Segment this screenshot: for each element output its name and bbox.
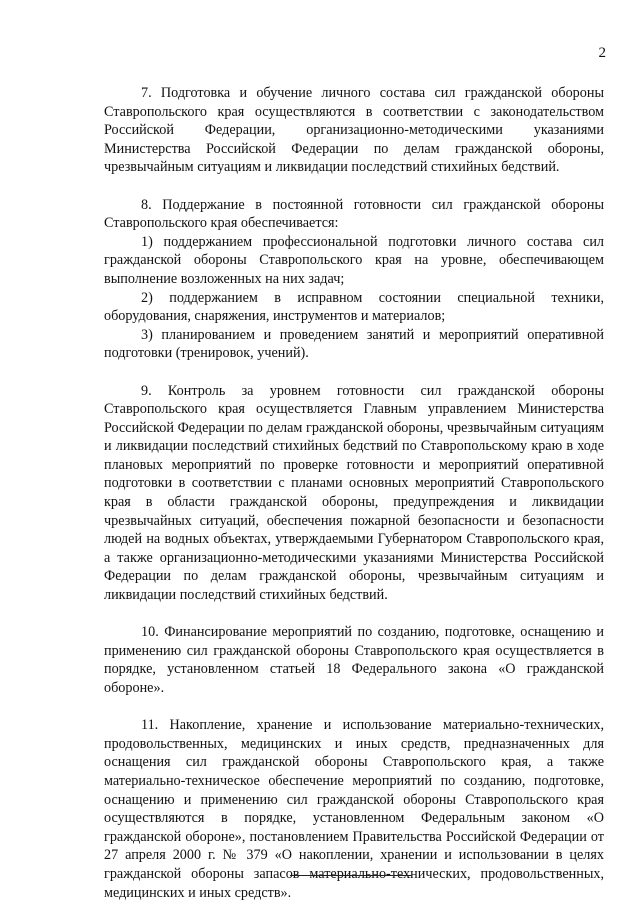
paragraph: 11. Накопление, хранение и использование материально-технических, продовольственных, медицинских и иных средств, предназначенных для оснащения сил гражданской обороны Ставропольского края, а также материально-техническое обеспечение мероприятий по созданию, подготовке, оснащению и применению сил гражданской обороны Ставропольского края осуществляются в порядке, установленном Федеральным законом «О гражданской обороне», постановлением Правительства Российской Федерации от 27 апреля 2000 г. № 379 «О накоплении, хранении и использовании в целях гражданской обороны запасов материально-технических, продовольственных, медицинских и иных средств». [104, 717, 604, 901]
list-item: 2) поддержанием в исправном состоянии специальной техники, оборудования, снаряжения, инструментов и материалов; [104, 289, 604, 325]
document-body [104, 84, 604, 921]
section-9 [104, 382, 604, 605]
section-7 [104, 84, 604, 177]
paragraph: 8. Поддержание в постоянной готовности сил гражданской обороны Ставропольского края обеспечивается: [104, 196, 604, 232]
list-item: 1) поддержанием профессиональной подготовки личного состава сил гражданской обороны Ставропольского края на уровне, обеспечивающем выполнение возложенных на них задач; [104, 233, 604, 287]
page-number: 2 [598, 45, 606, 61]
section-8 [104, 196, 604, 363]
paragraph: 7. Подготовка и обучение личного состава сил гражданской обороны Ставропольского края осуществляются в соответствии с законодательством Российской Федерации, организационно-методическими указаниями Министерства Российской Федерации по делам гражданской обороны, чрезвычайным ситуациям и ликвидации последствий стихийных бедствий. [104, 85, 604, 176]
end-divider [290, 875, 412, 876]
list-item: 3) планированием и проведением занятий и мероприятий оперативной подготовки (тренировок, учений). [104, 326, 604, 362]
paragraph: 10. Финансирование мероприятий по созданию, подготовке, оснащению и применению сил гражданской обороны Ставропольского края осуществляется в порядке, установленном статьей 18 Федерального закона «О гражданской обороне». [104, 624, 604, 696]
paragraph: 9. Контроль за уровнем готовности сил гражданской обороны Ставропольского края осуществляется Главным управлением Министерства Российской Федерации по делам гражданской обороны, чрезвычайным ситуациям и ликвидации последствий стихийных бедствий по Ставропольскому краю в ходе плановых мероприятий по проверке готовности и мероприятий оперативной подготовки в соответствии с планами основных мероприятий Ставропольского края в области гражданской обороны, предупреждения и ликвидации чрезвычайных ситуаций, обеспечения пожарной безопасности и безопасности людей на водных объектах, утверждаемыми Губернатором Ставропольского края, а также организационно-методическими указаниями Министерства Российской Федерации по делам гражданской обороны, чрезвычайным ситуациям и ликвидации последствий стихийных бедствий. [104, 382, 604, 604]
section-10 [104, 623, 604, 697]
